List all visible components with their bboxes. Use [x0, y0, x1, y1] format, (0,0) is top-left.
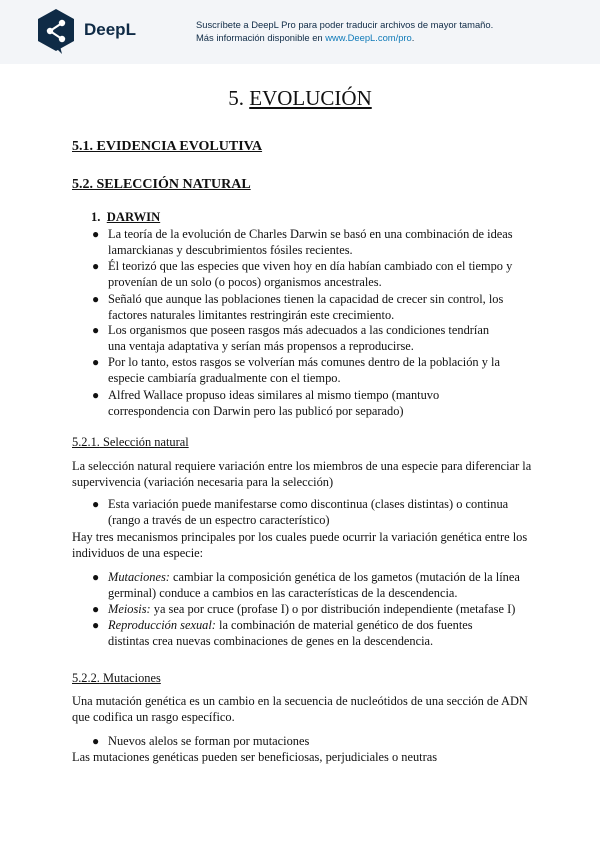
list-item: [92, 496, 509, 528]
bullet-text: cambiar la composición genética de los gametos (mutación de la línea: [169, 570, 520, 584]
list-item: [92, 733, 310, 749]
bullet-line: Esta variación puede manifestarse como discontinua (clases distintas) o continua: [108, 497, 509, 511]
heading-5-2-2-text: Mutaciones: [99, 671, 161, 685]
darwin-list-item: [92, 291, 504, 323]
paragraph-2: [72, 529, 527, 561]
darwin-heading: [91, 210, 160, 225]
bullet-dot-icon: ●: [92, 323, 100, 337]
heading-5-2: [72, 177, 251, 193]
deepl-brand-name: DeepL: [84, 20, 136, 39]
heading-5-1: [72, 139, 262, 155]
darwin-list-item: [92, 387, 440, 419]
bullet-line: provenían de un solo (o pocos) organismos ancestrales.: [108, 275, 382, 290]
term-meiosis: Meiosis:: [108, 602, 151, 616]
list-item: [92, 601, 516, 617]
promo-line-2-suffix: .: [411, 32, 415, 43]
bullet-line: lamarckianas y descubrimientos fósiles recientes.: [108, 243, 353, 258]
darwin-text: DARWIN: [106, 210, 161, 224]
bullet-line: germinal) conduce a cambios en las características de la descendencia.: [108, 586, 458, 601]
bullet-line: una ventaja adaptativa y serían más propensos a reproducirse.: [108, 339, 414, 354]
bullet-text: la combinación de material genético de dos fuentes: [215, 618, 473, 632]
paragraph-3: [72, 693, 528, 725]
bullet-dot-icon: ●: [92, 570, 100, 584]
heading-5-2-text: SELECCIÓN NATURAL: [93, 177, 251, 192]
heading-5-2-2: [72, 670, 161, 686]
paragraph-4-line-1: Las mutaciones genéticas pueden ser beneficiosas, perjudiciales o neutras: [72, 750, 438, 764]
promo-line-1: Suscríbete a DeepL Pro para poder traducir archivos de mayor tamaño.: [196, 19, 494, 30]
bullet-line: Nuevos alelos se forman por mutaciones: [108, 734, 310, 748]
bullet-dot-icon: ●: [92, 292, 100, 306]
heading-5-2-2-number: 5.2.2.: [72, 671, 100, 685]
bullet-text: ya sea por cruce (profase I) o por distribución independiente (metafase I): [150, 602, 516, 616]
heading-5-2-1-text: Selección natural: [99, 435, 189, 449]
term-mutaciones: Mutaciones:: [108, 570, 170, 584]
bullet-dot-icon: ●: [92, 602, 100, 616]
darwin-list-item: [92, 322, 490, 354]
heading-5-2-number: 5.2.: [72, 177, 93, 192]
paragraph-3-line-1: Una mutación genética es un cambio en la secuencia de nucleótidos de una sección de ADN: [72, 694, 528, 708]
paragraph-4: [72, 749, 437, 765]
paragraph-1-line-2: supervivencia (variación necesaria para la selección): [72, 475, 334, 490]
bullet-line: Por lo tanto, estos rasgos se volverían más comunes dentro de la población y la: [108, 355, 500, 369]
deepl-pro-link[interactable]: www.DeepL.com/pro: [325, 32, 412, 43]
bullet-dot-icon: ●: [92, 497, 100, 511]
bullet-dot-icon: ●: [92, 259, 100, 273]
bullet-line: correspondencia con Darwin pero las publicó por separado): [108, 404, 404, 419]
bullet-dot-icon: ●: [92, 355, 100, 369]
heading-5-2-1-number: 5.2.1.: [72, 435, 100, 449]
bullet-line: Alfred Wallace propuso ideas similares al mismo tiempo (mantuvo: [108, 388, 440, 402]
bullet-line: Él teorizó que las especies que viven hoy en día habían cambiado con el tiempo y: [108, 259, 513, 273]
bullet-line: La teoría de la evolución de Charles Darwin se basó en una combinación de ideas: [108, 227, 513, 241]
darwin-list-item: [92, 354, 500, 386]
paragraph-1-line-1: La selección natural requiere variación entre los miembros de una especie para diferenciar la: [72, 459, 532, 473]
heading-5-1-text: EVIDENCIA EVOLUTIVA: [93, 139, 263, 154]
bullet-line: [108, 617, 473, 633]
bullet-dot-icon: ●: [92, 618, 100, 632]
darwin-number: 1.: [91, 210, 101, 224]
darwin-list-item: [92, 226, 513, 258]
bullet-line: especie cambiaría gradualmente con el tiempo.: [108, 371, 341, 386]
bullet-line: distintas crea nuevas combinaciones de genes en la descendencia.: [108, 634, 434, 649]
title-number: 5.: [228, 86, 250, 110]
title-text: EVOLUCIÓN: [249, 86, 372, 110]
list-item: [92, 569, 520, 601]
bullet-dot-icon: ●: [92, 388, 100, 402]
bullet-line: (rango a través de un espectro característico): [108, 513, 330, 528]
paragraph-1: [72, 458, 531, 490]
heading-5-1-number: 5.1.: [72, 139, 93, 154]
paragraph-2-line-1: Hay tres mecanismos principales por los cuales puede ocurrir la variación genética entre los: [72, 530, 528, 544]
bullet-dot-icon: ●: [92, 227, 100, 241]
bullet-line: [108, 569, 520, 585]
heading-5-2-1: [72, 434, 189, 450]
darwin-list-item: [92, 258, 513, 290]
paragraph-3-line-2: que codifica un rasgo específico.: [72, 710, 235, 725]
bullet-line: Los organismos que poseen rasgos más adecuados a las condiciones tendrían: [108, 323, 490, 337]
promo-line-2-prefix: Más información disponible en: [196, 32, 326, 43]
paragraph-2-line-2: individuos de una especie:: [72, 546, 204, 561]
bullet-line: [108, 601, 515, 617]
term-reproduccion-sexual: Reproducción sexual:: [108, 618, 216, 632]
bullet-line: factores naturales limitantes restringirán este crecimiento.: [108, 308, 395, 323]
bullet-line: Señaló que aunque las poblaciones tienen la capacidad de crecer sin control, los: [108, 292, 504, 306]
list-item: [92, 617, 473, 649]
page-title: [0, 86, 600, 110]
bullet-dot-icon: ●: [92, 734, 100, 748]
